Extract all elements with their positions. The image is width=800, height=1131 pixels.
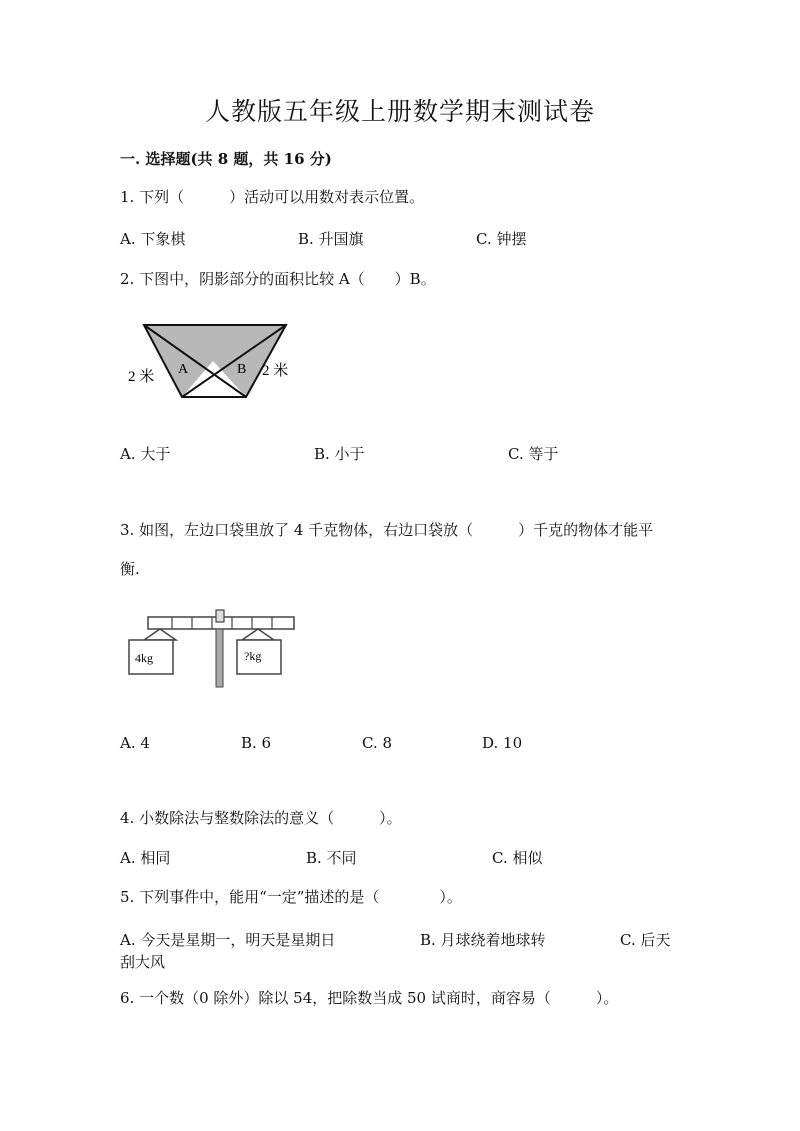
question-4-option-c: C. 相似 bbox=[492, 849, 543, 867]
left-side-length: 2 米 bbox=[128, 369, 155, 385]
question-1-option-c: C. 钟摆 bbox=[476, 230, 527, 248]
label-a: A bbox=[178, 362, 189, 377]
question-1-option-b: B. 升国旗 bbox=[298, 230, 364, 248]
question-5-option-c: C. 后天 bbox=[620, 931, 671, 949]
trapezoid-figure bbox=[120, 315, 310, 407]
left-bag-hanger bbox=[144, 629, 176, 640]
question-3-option-b: B. 6 bbox=[241, 734, 272, 752]
question-5-text: 5. 下列事件中，能用“一定”描述的是（ ）。 bbox=[120, 888, 462, 906]
balance-stand bbox=[216, 629, 223, 687]
label-b: B bbox=[237, 362, 247, 377]
right-bag-hanger bbox=[242, 629, 274, 640]
question-5-option-b: B. 月球绕着地球转 bbox=[420, 931, 546, 949]
question-3-option-a: A. 4 bbox=[120, 734, 150, 752]
question-2-option-b: B. 小于 bbox=[314, 445, 365, 463]
question-1-option-a: A. 下象棋 bbox=[120, 230, 186, 248]
balance-scale-figure bbox=[126, 608, 298, 690]
question-4-option-a: A. 相同 bbox=[120, 849, 171, 867]
right-side-length: 2 米 bbox=[262, 363, 289, 379]
question-3-option-d: D. 10 bbox=[482, 734, 523, 752]
question-2-option-c: C. 等于 bbox=[508, 445, 559, 463]
question-3-text-line1: 3. 如图，左边口袋里放了 4 千克物体，右边口袋放（ ）千克的物体才能平 bbox=[120, 521, 654, 539]
page-title: 人教版五年级上册数学期末测试卷 bbox=[204, 97, 595, 126]
question-2-option-a: A. 大于 bbox=[120, 445, 171, 463]
question-6-text: 6. 一个数（0 除外）除以 54，把除数当成 50 试商时，商容易（ ）。 bbox=[120, 989, 619, 1007]
question-3-text-line2: 衡. bbox=[120, 560, 140, 578]
left-bag-label: 4kg bbox=[135, 651, 153, 665]
question-1-text: 1. 下列（ ）活动可以用数对表示位置。 bbox=[120, 188, 425, 206]
balance-pivot bbox=[216, 610, 224, 622]
question-5-option-a: A. 今天是星期一，明天是星期日 bbox=[120, 931, 336, 949]
question-2-text: 2. 下图中，阴影部分的面积比较 A（ ）B。 bbox=[120, 270, 436, 288]
question-4-option-b: B. 不同 bbox=[306, 849, 357, 867]
section-heading: 一. 选择题(共 8 题，共 16 分) bbox=[120, 150, 332, 168]
question-4-text: 4. 小数除法与整数除法的意义（ ）。 bbox=[120, 809, 402, 827]
question-5-option-c-wrap: 刮大风 bbox=[120, 953, 166, 971]
right-bag-label: ?kg bbox=[244, 649, 262, 663]
question-3-option-c: C. 8 bbox=[362, 734, 393, 752]
